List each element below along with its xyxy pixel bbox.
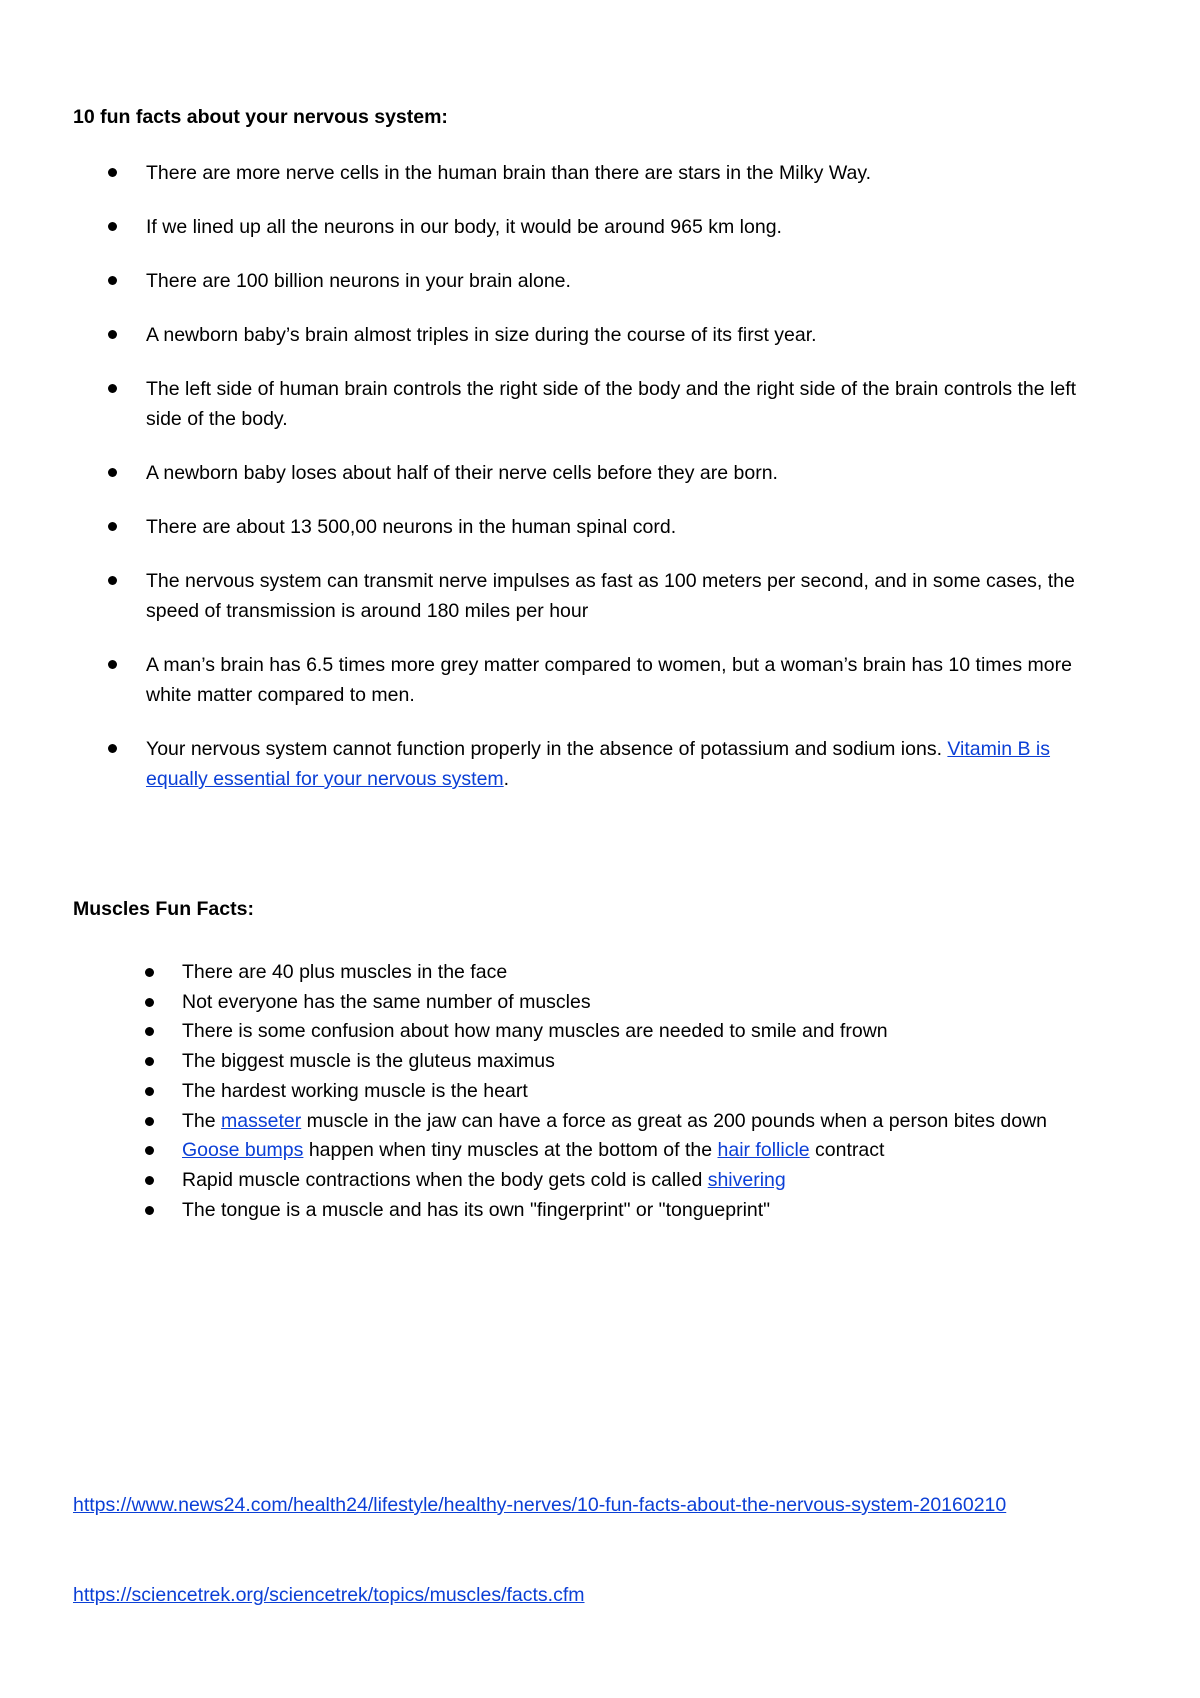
list-item: Your nervous system cannot function properly in the absence of potassium and sodium ions. Vitamin B is equally essential for your nervous system. [0, 734, 1096, 794]
bullet-icon [145, 1176, 154, 1185]
list-item: The nervous system can transmit nerve impulses as fast as 100 meters per second, and in some cases, the speed of transmission is around 180 miles per hour [0, 566, 1096, 626]
list-item: A newborn baby’s brain almost triples in size during the course of its first year. [0, 320, 1096, 350]
bullet-icon [108, 576, 117, 585]
bullet-icon [145, 1146, 154, 1155]
bullet-icon [108, 330, 117, 339]
bullet-icon [145, 998, 154, 1007]
list-item: A newborn baby loses about half of their nerve cells before they are born. [0, 458, 1096, 488]
list-item: The tongue is a muscle and has its own "fingerprint" or "tongueprint" [0, 1196, 1102, 1226]
bullet-icon [145, 968, 154, 977]
list-item: A man’s brain has 6.5 times more grey matter compared to women, but a woman’s brain has 10 times more white matter compared to men. [0, 650, 1096, 710]
list-item: Rapid muscle contractions when the body gets cold is called shivering [0, 1166, 1102, 1196]
bullet-icon [145, 1117, 154, 1126]
bullet-icon [108, 222, 117, 231]
source-link-sciencetrek[interactable]: https://sciencetrek.org/sciencetrek/topics/muscles/facts.cfm [73, 1584, 585, 1606]
hair-follicle-link[interactable]: hair follicle [717, 1139, 810, 1162]
muscles-facts-list [0, 958, 1200, 1225]
list-item: The hardest working muscle is the heart [0, 1077, 1102, 1107]
bullet-icon [108, 522, 117, 531]
bullet-icon [145, 1057, 154, 1066]
bullet-icon [108, 276, 117, 285]
bullet-icon [108, 168, 117, 177]
list-item: The masseter muscle in the jaw can have a force as great as 200 pounds when a person bites down [0, 1107, 1102, 1137]
list-item: There are 100 billion neurons in your brain alone. [0, 266, 1096, 296]
bullet-icon [108, 468, 117, 477]
shivering-link[interactable]: shivering [707, 1168, 786, 1191]
bullet-icon [108, 384, 117, 393]
list-item: Goose bumps happen when tiny muscles at the bottom of the hair follicle contract [0, 1136, 1102, 1166]
list-item: Not everyone has the same number of muscles [0, 988, 1102, 1018]
list-item: The left side of human brain controls the right side of the body and the right side of the brain controls the left side of the body. [0, 374, 1096, 434]
list-item: There are about 13 500,00 neurons in the human spinal cord. [0, 512, 1096, 542]
bullet-icon [145, 1087, 154, 1096]
muscles-heading: Muscles Fun Facts: [73, 898, 254, 920]
list-item: The biggest muscle is the gluteus maximus [0, 1047, 1102, 1077]
list-item: There are 40 plus muscles in the face [0, 958, 1102, 988]
bullet-icon [108, 660, 117, 669]
bullet-icon [108, 744, 117, 753]
list-item: If we lined up all the neurons in our body, it would be around 965 km long. [0, 212, 1096, 242]
nervous-facts-list [0, 158, 1200, 818]
masseter-link[interactable]: masseter [221, 1109, 302, 1132]
list-item: There is some confusion about how many muscles are needed to smile and frown [0, 1017, 1102, 1047]
list-item: There are more nerve cells in the human brain than there are stars in the Milky Way. [0, 158, 1096, 188]
vitamin-b-link[interactable]: Vitamin B is equally essential for your nervous system [146, 738, 1051, 790]
goose-bumps-link[interactable]: Goose bumps [182, 1139, 304, 1162]
bullet-icon [145, 1206, 154, 1215]
source-link-news24[interactable]: https://www.news24.com/health24/lifestyle/healthy-nerves/10-fun-facts-about-the-nervous-system-20160210 [73, 1494, 1007, 1516]
bullet-icon [145, 1027, 154, 1036]
nervous-system-heading: 10 fun facts about your nervous system: [73, 106, 448, 128]
